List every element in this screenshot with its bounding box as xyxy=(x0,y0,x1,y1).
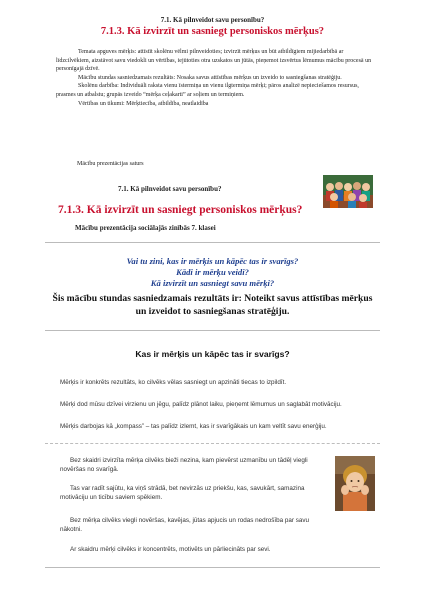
intro-paragraph: Mācību stundas sasniedzamais rezultāts: Nosaka savus attīstības mērķus un izveido to sasniegšanas stratēģiju. xyxy=(78,74,342,81)
slide1-section: 7.1. Kā pilnveidot savu personību? xyxy=(118,185,222,193)
question-line: Vai tu zini, kas ir mērķis un kāpēc tas ir svarīgs? xyxy=(126,256,299,266)
slide3-paragraph: Mērķis ir konkrēts rezultāts, ko cilvēks vēlas sasniegt un apzināti tiecas to izpildīt. xyxy=(60,379,287,386)
divider xyxy=(45,330,380,331)
question-line: Kādi ir mērķu veidi? xyxy=(176,267,249,277)
intro-paragraph: Temata apguves mērķis: attīstīt skolēnu vēlmi pilnveidoties; izvirzīt mērķus un būt atbildīgiem mijiedarbībā ar līdzcilvēkiem, aizstāvot savu viedokli un vērtības, iejūtoties otra uzskatos un jūtās, pieņemot izsvērtus lēmumus mācību procesā un personīgajā dzīvē. xyxy=(56,49,372,73)
slide3-paragraph: Mērķi dod mūsu dzīvei virzienu un jēgu, palīdz plānot laiku, pieņemt lēmumus un saglabāt motivāciju. xyxy=(60,401,342,408)
slide3-heading: Kas ir mērķis un kāpēc tas ir svarīgs? xyxy=(135,349,290,359)
slide3-paragraph: Mērķis darbojas kā „kompass” – tas palīdz izlemt, kas ir svarīgākais un kam veltīt savu enerģiju. xyxy=(60,423,327,430)
top-section-heading: 7.1. Kā pilnveidot savu personību? xyxy=(160,16,265,24)
question-line: Kā izvirzīt un sasniegt savu mērķi? xyxy=(150,278,275,288)
divider xyxy=(45,242,380,243)
intro-paragraph: Vērtības un tikumi: Mērķtiecība, atbildība, neatlaidība xyxy=(78,100,209,107)
divider xyxy=(45,567,380,568)
slide4-paragraph: Tas var radīt sajūtu, ka viņš strādā, bet nevirzās uz priekšu, kas, savukārt, samazina motivāciju un ticību saviem spēkiem. xyxy=(60,485,305,501)
slide4-paragraph: Bez skaidri izvirzīta mērķa cilvēks bieži nezina, kam pievērst uzmanību un tādēļ viegli novēršas no svarīgā. xyxy=(60,457,308,473)
presentation-label: Mācību prezentācijas saturs xyxy=(77,161,144,167)
intro-paragraph: Skolēnu darbība: Individuāli raksta vienu īstermiņa un vienu ilgtermiņa mērķi; pāros analizē nepieciešamos resursus, prasmes un atbalstu; grupās izveido “mērķa ceļakarti” ar soļiem un termiņiem. xyxy=(56,83,359,98)
slide4-paragraph: Bez mērķa cilvēks viegli novēršas, kavējas, jūtas apjucis un rodas nedrošība par savu nākotni. xyxy=(60,517,310,533)
slide4-paragraph: Ar skaidru mērķi cilvēks ir koncentrēts, motivēts un pārliecināts par sevi. xyxy=(70,546,271,553)
top-title: 7.1.3. Kā izvirzīt un sasniegt personiskos mērķus? xyxy=(100,26,325,37)
divider xyxy=(45,443,380,444)
intro-block xyxy=(56,48,374,108)
thinking-boy-photo xyxy=(335,456,375,511)
slide2-result: Šis mācību stundas sasniedzamais rezultāts ir: Noteikt savus attīstības mērķus un izveidot to sasniegšanas stratēģiju. xyxy=(52,293,373,317)
slide1-title: 7.1.3. Kā izvirzīt un sasniegt personiskos mērķus? xyxy=(58,204,303,216)
slide1-subtitle: Mācību prezentācija sociālajās zinībās 7. klasei xyxy=(75,224,216,232)
slide2-questions xyxy=(0,256,425,289)
